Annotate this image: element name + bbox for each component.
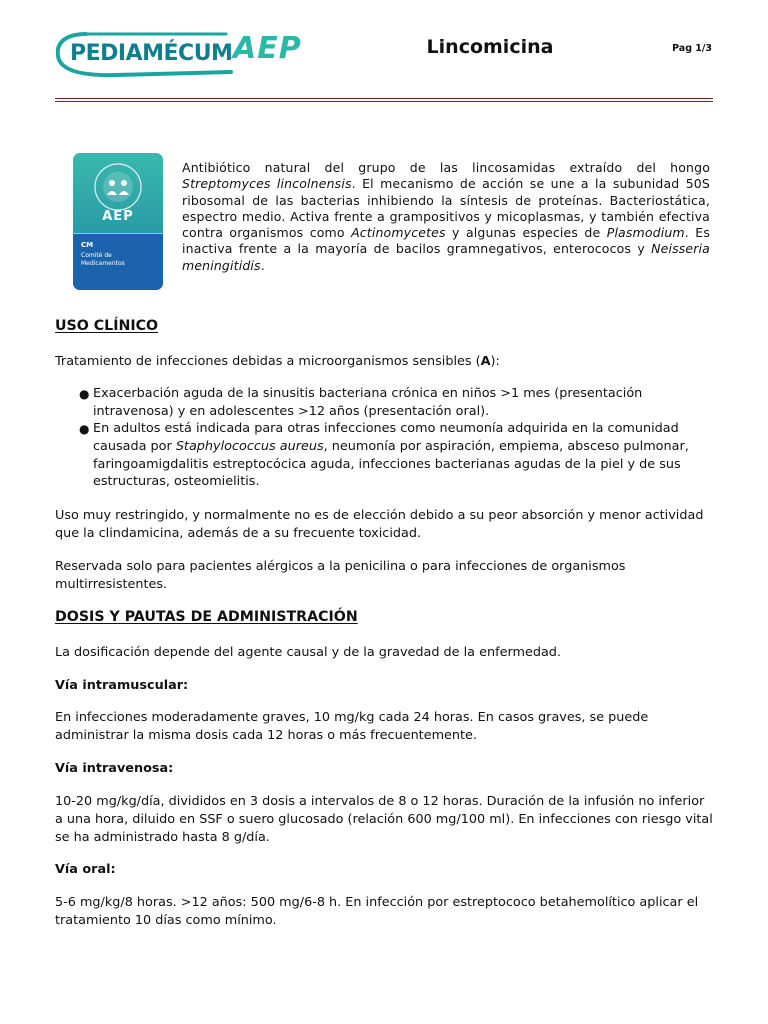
route-label-intravenosa: Vía intravenosa: [55,761,174,776]
page-number: Pag 1/3 [672,43,712,54]
uso-lead-text: ): [490,354,500,369]
paragraph-line: se ha administrado hasta 8 g/día. [55,829,270,845]
paragraph-line: Uso muy restringido, y normalmente no es de elección debido a su peor absorción y menor actividad [55,508,704,523]
list-item [93,385,703,421]
page-header [0,0,768,110]
list-item [93,420,703,491]
logo-aep: AEP [233,31,302,66]
intro-species: Streptomyces lincolnensis [182,176,352,192]
paragraph [55,709,715,745]
paragraph [55,558,715,594]
paragraph-line: a una hora, diluido en SSF o suero glucosado (relación 600 mg/100 ml). En infecciones con riesgo vital [55,811,713,827]
list-item-line: estructuras, osteomielitis. [93,474,260,490]
pediamecum-logo [56,28,306,80]
bullet-dot-icon: ● [79,422,90,436]
list-item-line: intravenosa) y en adolescentes >12 años (presentación oral). [93,403,490,419]
intro-text: . Es inactiva frente a la mayoría de bacilos gramnegativos, enterococos y [182,225,710,257]
paragraph-line: que la clindamicina, además de a su frecuente toxicidad. [55,525,422,541]
route-label-oral: Vía oral: [55,862,116,877]
paragraph-line: multirresistentes. [55,576,168,592]
header-rule [55,101,713,102]
badge-subtitle-line: Medicamentos [81,260,125,267]
section-heading-uso-clinico: USO CLÍNICO [55,318,159,334]
intro-species: Plasmodium [606,225,685,241]
intro-text: y algunas especies de [445,225,607,241]
paragraph [55,793,715,846]
uso-lead-text: Tratamiento de infecciones debidas a microorganismos sensibles ( [55,354,481,369]
list-item-line [93,438,703,456]
intro-species: Actinomycetes [351,225,446,241]
intro-paragraph [182,160,710,274]
drug-title: Lincomicina [426,36,554,58]
list-item-line: Exacerbación aguda de la sinusitis bacteriana crónica en niños >1 mes (presentación [93,386,643,401]
section-heading-dosis: DOSIS Y PAUTAS DE ADMINISTRACIÓN [55,609,358,625]
paragraph-line: tratamiento 10 días como mínimo. [55,912,277,928]
aep-committee-badge [73,153,163,290]
paragraph-line: administrar la misma dosis cada 12 horas o más frecuentemente. [55,727,477,743]
paragraph [55,507,715,543]
paragraph [55,894,715,930]
list-item-text: , neumonía por aspiración, empiema, absceso pulmonar, [323,438,689,454]
badge-subtitle-line: Comité de [81,252,112,259]
intro-species: Neisseria meningitidis [182,241,710,273]
intro-text: Antibiótico natural del grupo de las lincosamidas extraído del hongo [182,160,710,175]
intro-text: . El mecanismo de acción se une a la subunidad 50S ribosomal de las bacterias inhibiendo la síntesis de proteínas. Bacteriostática, espectro medio. Activa frente a grampositivos y micoplasmas, y también efectiva contra organismos como [182,176,710,241]
badge-cm-label: CM [81,241,94,249]
aep-emblem-icon [82,161,154,213]
bullet-dot-icon: ● [79,387,90,401]
badge-aep-label: AEP [102,209,134,224]
list-item-line: En adultos está indicada para otras infecciones como neumonía adquirida en la comunidad [93,421,679,436]
evidence-grade: A [480,354,491,369]
badge-subtitle [81,252,159,268]
intro-text: . [260,257,265,273]
header-rule [55,98,713,99]
paragraph: La dosificación depende del agente causal y de la gravedad de la enfermedad. [55,645,561,660]
route-label-intramuscular: Vía intramuscular: [55,678,189,693]
paragraph-line: En infecciones moderadamente graves, 10 mg/kg cada 24 horas. En casos graves, se puede [55,710,649,725]
logo-text: PEDIAMÉCUM [70,41,233,66]
uso-lead [55,353,715,371]
list-item-species: Staphylococcus aureus [175,438,324,454]
paragraph-line: Reservada solo para pacientes alérgicos a la penicilina o para infecciones de organismos [55,559,626,574]
list-item-line: faringoamigdalitis estreptocócica aguda, infecciones bacterianas agudas de la piel y de sus [93,456,681,472]
paragraph-line: 10-20 mg/kg/día, divididos en 3 dosis a intervalos de 8 o 12 horas. Duración de la infusión no inferior [55,794,705,809]
list-item-text: causada por [93,438,176,454]
paragraph-line: 5-6 mg/kg/8 horas. >12 años: 500 mg/6-8 h. En infección por estreptococo betahemolítico aplicar el [55,895,699,910]
